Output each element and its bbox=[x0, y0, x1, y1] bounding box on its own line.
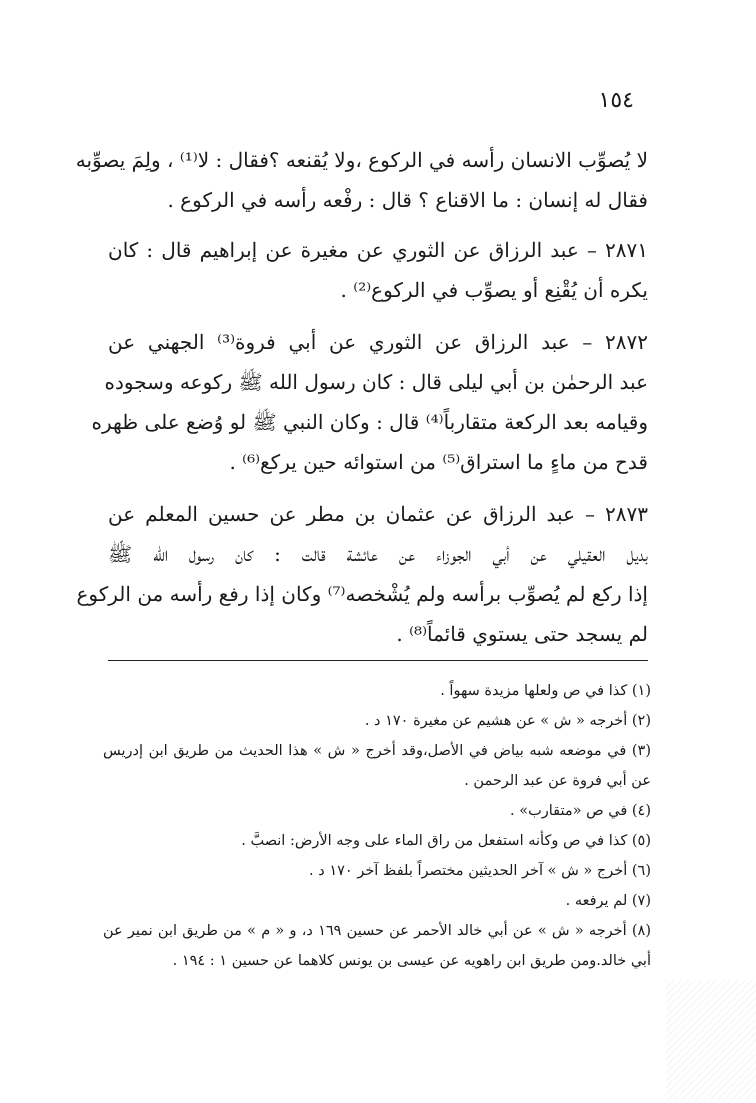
text-line: ٢٨٧٣ – عبد الرزاق عن عثمان بن مطر عن حسين المعلم عن bbox=[108, 502, 648, 526]
page-number: ١٥٤ bbox=[598, 88, 634, 113]
scan-texture bbox=[666, 980, 756, 1100]
text-line: إذا ركع لم يُصوِّب برأسه ولم يُشْخصه⁽⁷⁾ وكان إذا رفع رأسه من الركوع bbox=[76, 582, 648, 606]
text-line: قدح من ماءٍ ما استراق⁽⁵⁾ من استوائه حين يركع⁽⁶⁾ . bbox=[229, 450, 648, 474]
text-line: فقال له إنسان : ما الاقناع ؟ قال : رفْعه رأسه في الركوع . bbox=[167, 188, 648, 212]
text-line: ٢٨٧٢ – عبد الرزاق عن الثوري عن أبي فروة⁽³⁾ الجهني عن bbox=[108, 330, 649, 354]
footnote-7: (٧) لم يرفعه . bbox=[565, 893, 651, 909]
footnote-5: (٥) كذا في ص وكأنه استفعل من راق الماء على وجه الأرض: انصبَّ . bbox=[241, 833, 651, 849]
hadith-2873 bbox=[76, 494, 648, 654]
footnote-3: (٣) في موضعه شبه بياض في الأصل،وقد أخرج « ش » هذا الحديث من طريق ابن إدريس عن أبي فروة عن عبد الرحمن . bbox=[103, 743, 651, 789]
text-line: يكره أن يُقْنِع أو يصوِّب في الركوع⁽²⁾ . bbox=[340, 278, 648, 302]
footnote-8: (٨) أخرجه « ش » عن أبي خالد الأحمر عن حسين ١٦٩ د، و « م » من طريق ابن نمير عن أبي خالد.ومن طريق ابن راهويه عن عيسى بن يونس كلاهما عن حسين ١ : ١٩٤ . bbox=[103, 923, 651, 969]
footnote-2: (٢) أخرجه « ش » عن هشيم عن مغيرة ١٧٠ د . bbox=[364, 713, 651, 729]
main-text bbox=[75, 140, 649, 666]
text-line: ٢٨٧١ – عبد الرزاق عن الثوري عن مغيرة عن إبراهيم قال : كان bbox=[108, 238, 648, 262]
footnote-6: (٦) أخرج « ش » آخر الحديثين مختصراً بلفظ آخر ١٧٠ د . bbox=[309, 863, 651, 879]
paragraph-continuation bbox=[75, 140, 648, 220]
text-line: بديل العقيلي عن أبي الجوزاء عن عائشة قالت : كان رسول الله ﷺ bbox=[108, 542, 648, 566]
footnotes bbox=[103, 676, 651, 976]
hadith-2871 bbox=[108, 230, 648, 310]
footnote-1: (١) كذا في ص ولعلها مزيدة سهواً . bbox=[440, 683, 651, 699]
text-line: عبد الرحمٰن بن أبي ليلى قال : كان رسول الله ﷺ ركوعه وسجوده bbox=[104, 370, 648, 394]
text-line: وقيامه بعد الركعة متقارباً⁽⁴⁾ قال : وكان النبي ﷺ لو وُضع على ظهره bbox=[91, 410, 648, 434]
footnote-4: (٤) في ص «متقارب» . bbox=[509, 803, 651, 819]
text-line: لم يسجد حتى يستوي قائماً⁽⁸⁾ . bbox=[396, 622, 648, 646]
text-line: لا يُصوِّب الانسان رأسه في الركوع ،ولا يُقنعه ؟فقال : لا⁽¹⁾ ، ولِمَ يصوِّبه bbox=[75, 148, 648, 172]
footnote-divider bbox=[108, 660, 648, 661]
hadith-2872 bbox=[91, 322, 649, 482]
